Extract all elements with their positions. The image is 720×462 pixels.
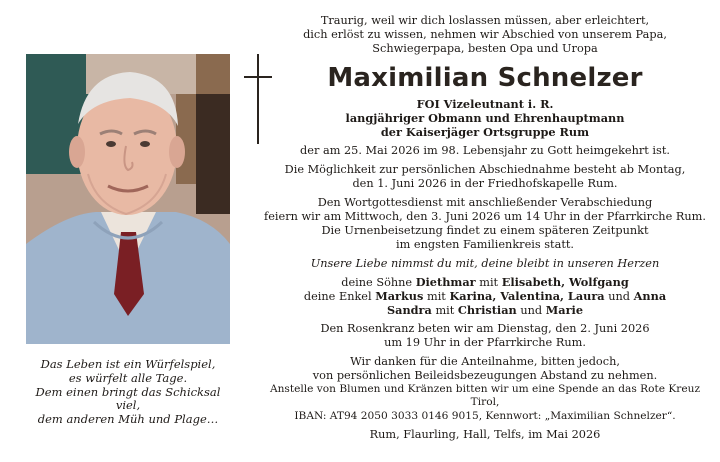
farewell-line: den 1. Juni 2026 in der Friedhofskapelle Rum. [352, 177, 618, 191]
intro-line: Schwiegerpapa, besten Opa und Uropa [372, 41, 598, 55]
farewell-info [262, 163, 708, 191]
family-text: und [608, 289, 631, 303]
service-line: Den Wortgottesdienst mit anschließender Verabschiedung [317, 196, 653, 210]
title-line: FOI Vizeleutnant i. R. [416, 96, 554, 111]
quote-line: dem anderen Müh und Plage… [37, 412, 219, 427]
family-name: Anna [633, 288, 667, 303]
rosary-info [262, 322, 708, 350]
rosary-line: um 19 Uhr in der Pfarrkirche Rum. [384, 336, 586, 350]
family-text: deine Enkel [303, 289, 372, 303]
quote-line: es würfelt alle Tage. [68, 370, 188, 385]
family-name: Sandra [386, 302, 432, 317]
quote-line: Das Leben ist ein Würfelspiel, [40, 357, 216, 371]
memorial-quote [26, 358, 230, 427]
donation-info [262, 383, 708, 423]
rosary-line: Den Rosenkranz beten wir am Dienstag, den 2. Juni 2026 [320, 322, 650, 336]
thanks-line: Wir danken für die Anteilnahme, bitten jedoch, [350, 355, 620, 369]
title-line: der Kaiserjäger Ortsgruppe Rum [380, 124, 590, 139]
family-text: deine Söhne [341, 275, 413, 289]
family-name: Karina, Valentina, Laura [449, 288, 605, 303]
family-text: und [520, 303, 543, 317]
service-info [262, 196, 708, 252]
family-text: mit [479, 275, 499, 289]
signature-line: Rum, Flaurling, Hall, Telfs, im Mai 2026 [369, 428, 601, 442]
service-line: feiern wir am Mittwoch, den 3. Juni 2026 um 14 Uhr in der Pfarrkirche Rum. [264, 210, 706, 224]
farewell-line: Die Möglichkeit zur persönlichen Abschiednahme besteht ab Montag, [284, 163, 686, 177]
portrait-image [26, 54, 230, 344]
title-line: langjähriger Obmann und Ehrenhauptmann [345, 110, 625, 125]
passed-date: der am 25. Mai 2026 im 98. Lebensjahr zu Gott heimgekehrt ist. [300, 144, 670, 158]
intro-text [262, 14, 708, 56]
family-list [262, 276, 708, 318]
service-line: im engsten Familienkreis statt. [396, 237, 574, 251]
intro-line: dich erlöst zu wissen, nehmen wir Abschied von unserem Papa, [303, 27, 667, 41]
thanks-info [262, 355, 708, 383]
family-text: mit [435, 303, 455, 317]
love-line: Unsere Liebe nimmst du mit, deine bleibt in unseren Herzen [310, 256, 660, 270]
family-name: Diethmar [415, 274, 476, 289]
deceased-name: Maximilian Schnelzer [327, 62, 643, 93]
donation-line: IBAN: AT94 2050 3033 0146 9015, Kennwort: „Maximilian Schnelzer“. [294, 409, 676, 422]
family-name: Elisabeth, Wolfgang [501, 274, 629, 289]
family-text: mit [426, 289, 446, 303]
portrait-photo [26, 54, 230, 344]
intro-line: Traurig, weil wir dich loslassen müssen, aber erleichtert, [320, 14, 650, 27]
obituary-text [262, 14, 708, 442]
family-name: Markus [375, 288, 424, 303]
deceased-titles [262, 98, 708, 140]
thanks-line: von persönlichen Beileidsbezeugungen Abstand zu nehmen. [312, 369, 658, 383]
family-name: Marie [545, 302, 584, 317]
quote-line: Dem einen bringt das Schicksal viel, [35, 384, 221, 413]
donation-line: Anstelle von Blumen und Kränzen bitten wir um eine Spende an das Rote Kreuz Tirol, [269, 383, 701, 409]
family-name: Christian [457, 302, 517, 317]
service-line: Die Urnenbeisetzung findet zu einem späteren Zeitpunkt [321, 223, 649, 237]
